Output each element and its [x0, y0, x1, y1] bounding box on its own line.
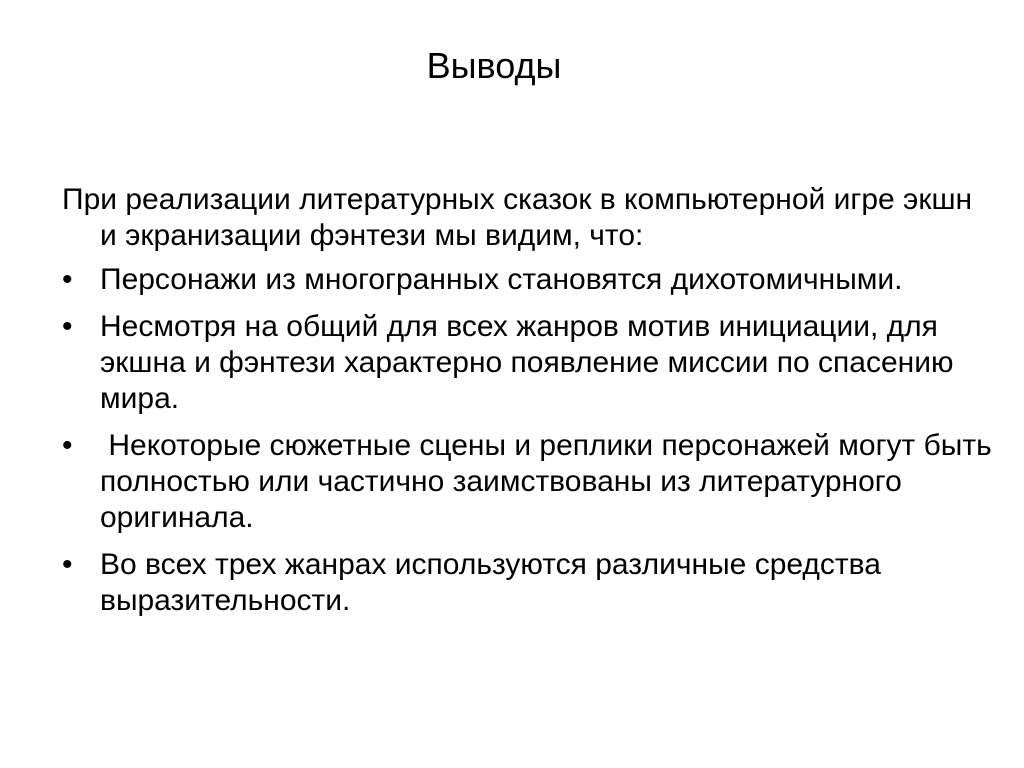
bullet-text: Несмотря на общий для всех жанров мотив инициации, для экшна и фэнтези характерно появление миссии по спасению мира. [100, 310, 954, 415]
bullet-item [62, 428, 1001, 536]
bullet-marker: • [62, 263, 73, 296]
bullet-marker: • [62, 548, 73, 581]
intro-paragraph: При реализации литературных сказок в компьютерной игре экшн и экранизации фэнтези мы видим, что: [62, 183, 973, 252]
bullet-marker: • [62, 310, 73, 343]
bullet-item [62, 309, 992, 417]
bullet-item [62, 547, 992, 619]
bullet-text: Во всех трех жанрах используются различные средства выразительности. [100, 548, 881, 617]
bullet-text: Персонажи из многогранных становятся дихотомичными. [100, 263, 903, 296]
bullet-text: Некоторые сюжетные сцены и реплики персонажей могут быть полностью или частично заимствованы из литературного оригинала. [100, 429, 1001, 534]
slide-title: Выводы [426, 45, 562, 86]
bullet-marker: • [62, 429, 73, 462]
slide-body [62, 182, 1001, 630]
bullet-item [62, 262, 992, 298]
